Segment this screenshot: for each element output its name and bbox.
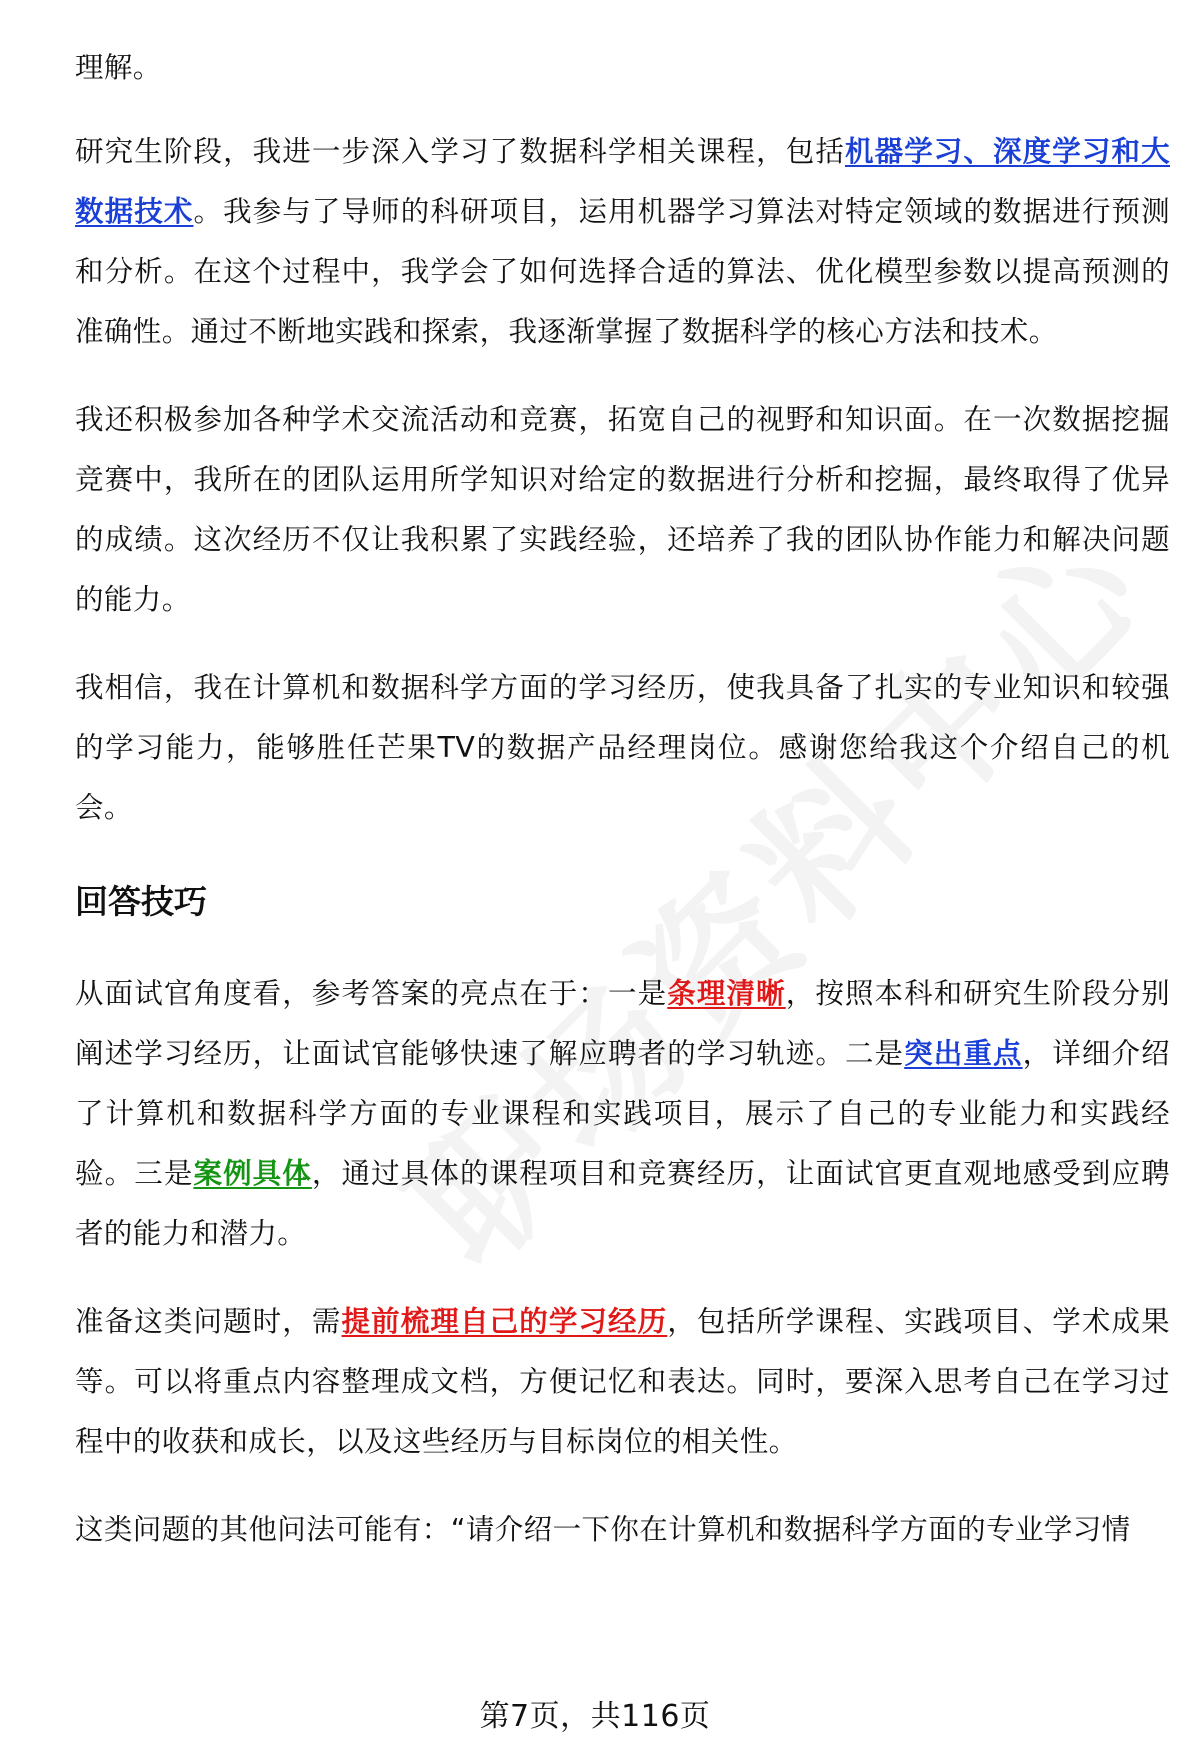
highlight-prepare-history: 提前梳理自己的学习经历: [341, 1305, 668, 1338]
paragraph-graduate-study: 研究生阶段，我进一步深入学习了数据科学相关课程，包括机器学习、深度学习和大数据技术。我参与了导师的科研项目，运用机器学习算法对特定领域的数据进行预测和分析。在这个过程中，我学会了如何选择合适的算法、优化模型参数以提高预测的准确性。通过不断地实践和探索，我逐渐掌握了数据科学的核心方法和技术。: [75, 135, 1171, 348]
page-content: [75, 38, 1170, 1560]
paragraph-continuation: 理解。: [75, 51, 162, 84]
paragraph-conclusion: 我相信，我在计算机和数据科学方面的学习经历，使我具备了扎实的专业知识和较强的学习能力，能够胜任芒果TV的数据产品经理岗位。感谢您给我这个介绍自己的机会。: [75, 671, 1170, 824]
paragraph-alternative-questions: 这类问题的其他问法可能有：“请介绍一下你在计算机和数据科学方面的专业学习情: [75, 1513, 1131, 1546]
page-number: 第7页，共116页: [479, 1699, 711, 1734]
highlight-graduate-courses: 机器学习、深度学习和大数据技术: [75, 135, 1171, 228]
paragraph-competitions: 我还积极参加各种学术交流活动和竞赛，拓宽自己的视野和知识面。在一次数据挖掘竞赛中，我所在的团队运用所学知识对给定的数据进行分析和挖掘，最终取得了优异的成绩。这次经历不仅让我积累了实践经验，还培养了我的团队协作能力和解决问题的能力。: [75, 403, 1170, 616]
paragraph-highlights: 从面试官角度看，参考答案的亮点在于：一是条理清晰，按照本科和研究生阶段分别阐述学习经历，让面试官能够快速了解应聘者的学习轨迹。二是突出重点，详细介绍了计算机和数据科学方面的专业课程和实践项目，展示了自己的专业能力和实践经验。三是案例具体，通过具体的课程项目和竞赛经历，让面试官更直观地感受到应聘者的能力和潜力。: [75, 977, 1170, 1250]
paragraph-preparation: 准备这类问题时，需提前梳理自己的学习经历，包括所学课程、实践项目、学术成果等。可以将重点内容整理成文档，方便记忆和表达。同时，要深入思考自己在学习过程中的收获和成长，以及这些经历与目标岗位的相关性。: [75, 1305, 1170, 1458]
highlight-clear-structure: 条理清晰: [667, 977, 786, 1010]
section-heading-answer-tips: 回答技巧: [75, 882, 207, 921]
highlight-concrete-cases: 案例具体: [193, 1157, 312, 1190]
highlight-key-points: 突出重点: [904, 1037, 1023, 1070]
